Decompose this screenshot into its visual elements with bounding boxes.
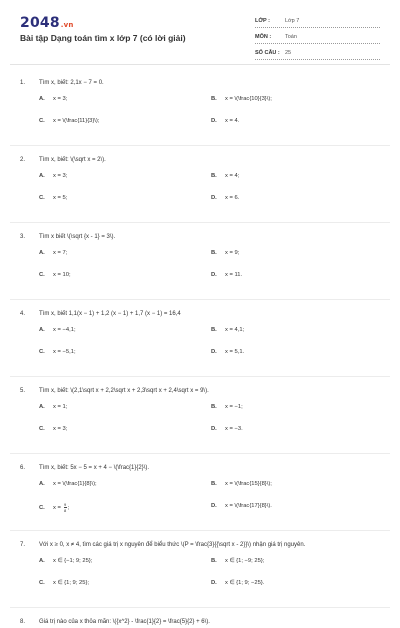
- question-number: 8.: [20, 619, 26, 625]
- option-d[interactable]: [211, 194, 239, 203]
- question-4: [0, 309, 400, 372]
- document-meta: [255, 14, 380, 62]
- option-letter: A.: [39, 404, 45, 410]
- question-divider: [10, 145, 390, 146]
- option-c[interactable]: [39, 502, 69, 513]
- option-text: x = \(\frac{11}{3}\);: [53, 118, 100, 124]
- meta-subject-value: Toán: [285, 34, 297, 40]
- option-text: x ∈ {−1; 9; 25};: [53, 558, 93, 564]
- option-text: x = \(\frac{15}{8}\);: [225, 481, 272, 487]
- option-letter: D.: [211, 580, 217, 586]
- option-text: x = 4;: [225, 173, 240, 179]
- question-text: Giá trị nào của x thỏa mãn: \({x^2} - \frac{1}{2} = \frac{5}{2} + 6\).: [39, 619, 210, 625]
- option-text: x = 3;: [53, 96, 68, 102]
- option-a[interactable]: [39, 172, 67, 181]
- option-b[interactable]: [211, 557, 264, 566]
- meta-grade: [255, 14, 380, 28]
- question-number: 5.: [20, 388, 26, 394]
- option-text: x = 7;: [53, 250, 68, 256]
- meta-grade-value: Lớp 7: [285, 18, 300, 24]
- option-letter: B.: [211, 327, 217, 333]
- option-d[interactable]: [211, 117, 239, 126]
- option-text: x ∈ {1; 9; 25};: [53, 580, 89, 586]
- option-text: x = −5,1;: [53, 349, 76, 355]
- option-letter: C.: [39, 505, 45, 512]
- option-text: x = 5,1.: [225, 349, 245, 355]
- question-number: 4.: [20, 311, 26, 317]
- option-d[interactable]: [211, 579, 264, 588]
- question-number: 2.: [20, 157, 26, 163]
- option-d[interactable]: [211, 271, 242, 280]
- question-7: [0, 540, 400, 603]
- option-c[interactable]: [39, 348, 76, 357]
- question-text: Với x ≥ 0, x ≠ 4, tìm các giá trị x nguyên để biểu thức \(P = \frac{3}{{\sqrt x - 2}}\) nhận giá trị nguyên.: [39, 542, 306, 548]
- option-text: x = 11.: [225, 272, 243, 278]
- question-3: [0, 232, 400, 295]
- option-c[interactable]: [39, 194, 67, 203]
- option-letter: B.: [211, 481, 217, 487]
- question-text: Tìm x, biết: \(2,1\sqrt x + 2,2\sqrt x + 2,3\sqrt x + 2,4\sqrt x = 9\).: [39, 388, 209, 394]
- question-number: 1.: [20, 80, 26, 86]
- question-divider: [10, 222, 390, 223]
- option-text: x =: [53, 505, 63, 512]
- option-letter: D.: [211, 503, 217, 509]
- question-divider: [10, 299, 390, 300]
- meta-subject-label: MÔN :: [255, 34, 272, 40]
- option-c[interactable]: [39, 579, 89, 588]
- page-header: [0, 0, 400, 62]
- option-letter: B.: [211, 250, 217, 256]
- question-text: Tìm x, biết: \(\sqrt x = 2\).: [39, 157, 106, 163]
- option-d[interactable]: [211, 348, 244, 357]
- option-text: x ∈ {1; 9; −25}.: [225, 580, 265, 586]
- option-a[interactable]: [39, 480, 97, 489]
- option-b[interactable]: [211, 249, 239, 258]
- fraction-denominator: 8: [64, 508, 67, 513]
- question-divider: [10, 607, 390, 608]
- question-5: [0, 386, 400, 449]
- option-letter: B.: [211, 96, 217, 102]
- option-b[interactable]: [211, 95, 272, 104]
- option-text: x = 4,1;: [225, 327, 245, 333]
- question-divider: [10, 453, 390, 454]
- option-suffix: ;: [67, 505, 70, 512]
- option-text: x = \(\frac{10}{3}\);: [225, 96, 272, 102]
- option-text: x = 9;: [225, 250, 240, 256]
- option-b[interactable]: [211, 403, 243, 412]
- option-c[interactable]: [39, 271, 71, 280]
- question-number: 3.: [20, 234, 26, 240]
- question-6: [0, 463, 400, 526]
- option-d[interactable]: [211, 502, 272, 511]
- option-c[interactable]: [39, 117, 99, 126]
- option-letter: C.: [39, 272, 45, 278]
- option-letter: D.: [211, 349, 217, 355]
- question-8: [0, 617, 400, 628]
- option-text: x = 5;: [53, 195, 68, 201]
- meta-subject: [255, 30, 380, 44]
- option-fraction: [64, 502, 67, 513]
- meta-count-label: SỐ CÂU :: [255, 50, 280, 56]
- question-text: Tìm x, biết: 5x − 5 = x + 4 − \(\frac{1}{2}\).: [39, 465, 150, 471]
- option-text: x = 4.: [225, 118, 240, 124]
- option-a[interactable]: [39, 326, 76, 335]
- question-number: 7.: [20, 542, 26, 548]
- option-letter: B.: [211, 558, 217, 564]
- option-letter: A.: [39, 327, 45, 333]
- option-letter: C.: [39, 195, 45, 201]
- option-letter: B.: [211, 173, 217, 179]
- option-text: x = 6.: [225, 195, 240, 201]
- option-b[interactable]: [211, 172, 239, 181]
- option-b[interactable]: [211, 480, 272, 489]
- option-letter: D.: [211, 195, 217, 201]
- option-letter: C.: [39, 118, 45, 124]
- site-logo[interactable]: [20, 15, 74, 31]
- option-letter: C.: [39, 426, 45, 432]
- option-letter: A.: [39, 250, 45, 256]
- option-a[interactable]: [39, 249, 67, 258]
- option-text: x ∈ {1; −9; 25};: [225, 558, 265, 564]
- question-divider: [10, 376, 390, 377]
- option-text: x = \(\frac{17}{8}\).: [225, 503, 272, 509]
- option-letter: A.: [39, 481, 45, 487]
- header-divider: [10, 64, 390, 65]
- option-letter: A.: [39, 558, 45, 564]
- meta-count-value: 25: [285, 50, 292, 56]
- option-d[interactable]: [211, 425, 243, 434]
- meta-count: [255, 46, 380, 60]
- option-c[interactable]: [39, 425, 67, 434]
- option-a[interactable]: [39, 557, 92, 566]
- fraction-numerator: 9: [64, 502, 67, 507]
- option-letter: A.: [39, 173, 45, 179]
- option-text: x = 1;: [53, 404, 68, 410]
- option-letter: A.: [39, 96, 45, 102]
- option-letter: B.: [211, 404, 217, 410]
- option-letter: D.: [211, 272, 217, 278]
- option-letter: D.: [211, 426, 217, 432]
- option-a[interactable]: [39, 403, 67, 412]
- question-2: [0, 155, 400, 218]
- option-letter: C.: [39, 580, 45, 586]
- question-list: [0, 78, 400, 628]
- option-b[interactable]: [211, 326, 244, 335]
- option-text: x = −3.: [225, 426, 243, 432]
- option-text: x = −1;: [225, 404, 243, 410]
- logo-text: 2048: [20, 15, 60, 31]
- option-letter: C.: [39, 349, 45, 355]
- option-text: x = 3;: [53, 426, 68, 432]
- question-divider: [10, 530, 390, 531]
- option-a[interactable]: [39, 95, 67, 104]
- question-text: Tìm x, biết: 2,1x − 7 = 0.: [39, 80, 104, 86]
- question-1: [0, 78, 400, 141]
- option-text: x = \(\frac{1}{8}\);: [53, 481, 97, 487]
- question-number: 6.: [20, 465, 26, 471]
- question-text: Tìm x biết \(\sqrt {x - 1} = 3\).: [39, 234, 116, 240]
- option-text: x = 3;: [53, 173, 68, 179]
- meta-grade-label: LỚP :: [255, 18, 270, 24]
- logo-domain: .vn: [60, 21, 74, 29]
- document-title: Bài tập Dạng toán tìm x lớp 7 (có lời giải): [20, 33, 186, 43]
- option-letter: D.: [211, 118, 217, 124]
- question-text: Tìm x, biết 1,1(x − 1) + 1,2 (x − 1) + 1,7 (x − 1) = 16,4: [39, 311, 181, 317]
- option-text: x = −4,1;: [53, 327, 76, 333]
- option-text: x = 10;: [53, 272, 71, 278]
